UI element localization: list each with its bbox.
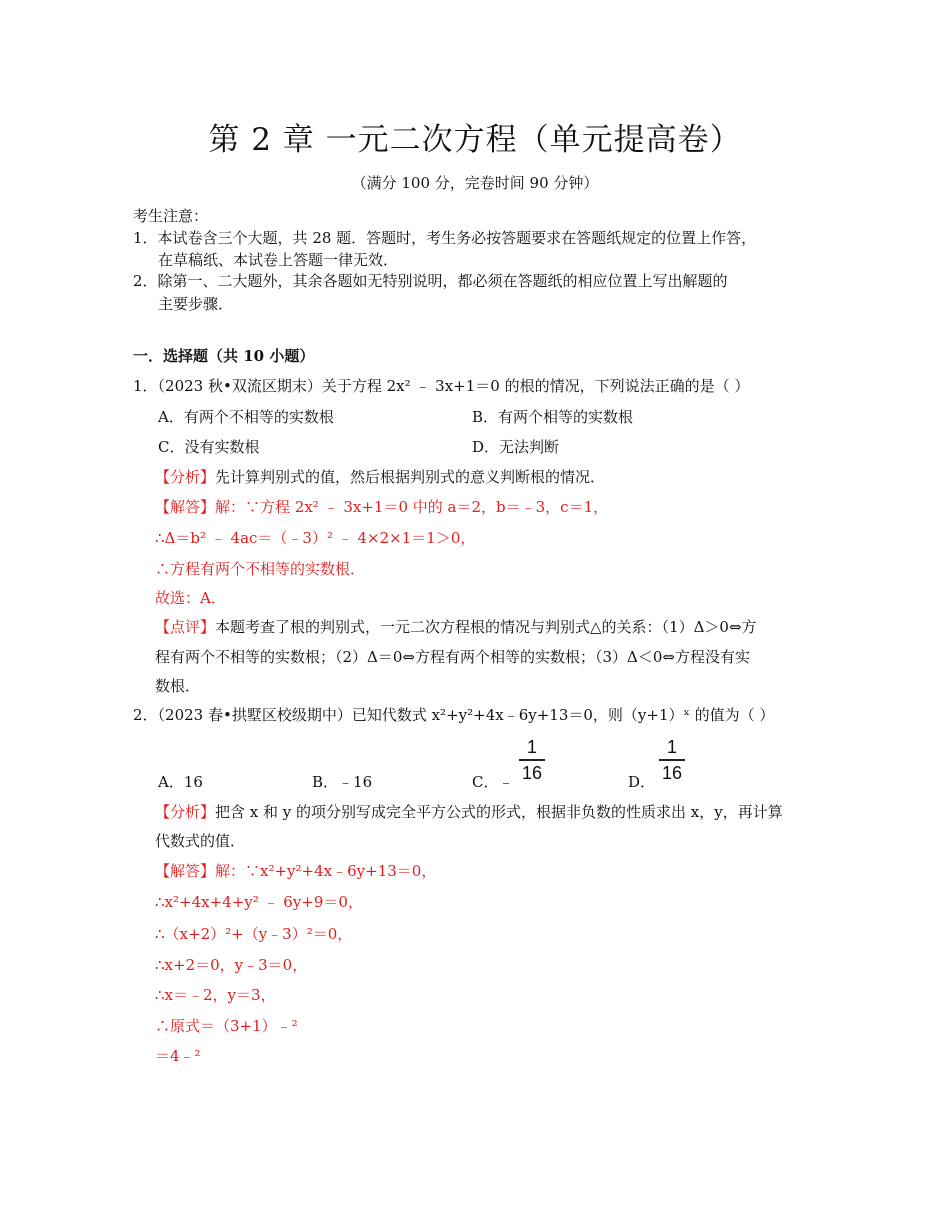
q2-answer-line-1 — [155, 861, 436, 881]
q2-option-d-fraction-bar — [659, 759, 685, 761]
q2-option-b: B．﹣16 — [312, 773, 373, 791]
q1-comment-text-1: 本题考查了根的判别式，一元二次方程根的情况与判别式△的关系：（1）Δ＞0⇔方 — [215, 618, 757, 636]
q2-option-c-fraction-bar — [519, 759, 545, 761]
q1-answer-text-1: 解：∵方程 2x² ﹣ 3x+1＝0 中的 a＝2，b＝﹣3，c＝1， — [215, 498, 609, 516]
notice-item-1-line-2: 在草稿纸、本试卷上答题一律无效． — [158, 251, 399, 269]
q1-answer-line-4: 故选：A． — [155, 589, 226, 607]
q2-answer-tag: 【解答】 — [155, 862, 216, 880]
q1-comment-line-1 — [155, 617, 757, 637]
q2-analysis-line-2: 代数式的值． — [155, 832, 246, 850]
q1-analysis — [155, 467, 605, 487]
q2-answer-line-4: ∴x+2＝0，y﹣3＝0， — [155, 956, 308, 974]
document-subtitle: （满分 100 分，完卷时间 90 分钟） — [351, 174, 599, 192]
q2-answer-line-2: ∴x²+4x+4+y² ﹣ 6y+9＝0， — [155, 893, 363, 911]
q2-answer-line-5: ∴x＝﹣2，y＝3， — [155, 986, 276, 1004]
q1-option-a: A．有两个不相等的实数根 — [158, 408, 334, 426]
q2-answer-line-3: ∴（x+2）²+（y﹣3）²＝0， — [155, 925, 353, 943]
notice-item-2-line-1: 2．除第一、二大题外，其余各题如无特别说明，都必须在答题纸的相应位置上写出解题的 — [133, 272, 728, 290]
q2-analysis-text-1: 把含 x 和 y 的项分别写成完全平方公式的形式，根据非负数的性质求出 x，y，再计算 — [215, 803, 783, 821]
q2-option-c: C．﹣ — [472, 773, 514, 791]
q2-answer-text-1: 解：∵x²+y²+4x﹣6y+13＝0， — [215, 862, 437, 880]
notice-heading: 考生注意： — [133, 207, 209, 225]
q2-option-c-numerator: 1 — [526, 737, 537, 757]
q2-analysis-line-1 — [155, 802, 783, 822]
q2-option-d-numerator: 1 — [666, 737, 677, 757]
q2-answer-line-6: ∴原式＝（3+1）﹣² — [155, 1017, 298, 1035]
q1-answer-line-2: ∴Δ＝b² ﹣ 4ac＝（﹣3）² ﹣ 4×2×1＝1＞0， — [155, 529, 476, 547]
q2-answer-line-7: ＝4﹣² — [155, 1047, 201, 1065]
document-title: 第 2 章 一元二次方程（单元提高卷） — [208, 122, 742, 158]
notice-item-1-line-1: 1．本试卷含三个大题，共 28 题．答题时，考生务必按答题要求在答题纸规定的位置上作答， — [133, 229, 757, 247]
q1-comment-tag: 【点评】 — [155, 618, 216, 636]
q2-option-d-fraction — [659, 736, 685, 784]
q2-option-c-denominator: 16 — [521, 763, 543, 783]
q2-option-d: D． — [628, 773, 656, 791]
q1-answer-tag: 【解答】 — [155, 498, 216, 516]
q1-answer-line-1 — [155, 497, 608, 517]
q2-stem: 2．（2023 春•拱墅区校级期中）已知代数式 x²+y²+4x﹣6y+13＝0，则（y+1）ˣ 的值为（ ） — [133, 706, 775, 724]
q1-option-b: B．有两个相等的实数根 — [472, 408, 634, 426]
q1-answer-line-3: ∴方程有两个不相等的实数根． — [155, 560, 366, 578]
q2-option-c-fraction — [519, 736, 545, 784]
q1-option-d: D．无法判断 — [472, 438, 560, 456]
q1-analysis-tag: 【分析】 — [155, 468, 216, 486]
q1-stem: 1．（2023 秋•双流区期末）关于方程 2x² ﹣ 3x+1＝0 的根的情况，下列说法正确的是（ ） — [133, 377, 750, 395]
q2-analysis-tag: 【分析】 — [155, 803, 216, 821]
q1-comment-line-2: 程有两个不相等的实数根；（2）Δ＝0⇔方程有两个相等的实数根；（3）Δ＜0⇔方程没有实 — [155, 648, 750, 666]
q1-analysis-text: 先计算判别式的值，然后根据判别式的意义判断根的情况． — [215, 468, 606, 486]
section-heading: 一．选择题（共 10 小题） — [133, 347, 315, 365]
q1-option-c: C．没有实数根 — [158, 438, 260, 456]
q1-comment-line-3: 数根． — [155, 677, 201, 695]
q2-option-a: A．16 — [158, 773, 203, 791]
notice-item-2-line-2: 主要步骤． — [158, 295, 234, 313]
q2-option-d-denominator: 16 — [661, 763, 683, 783]
